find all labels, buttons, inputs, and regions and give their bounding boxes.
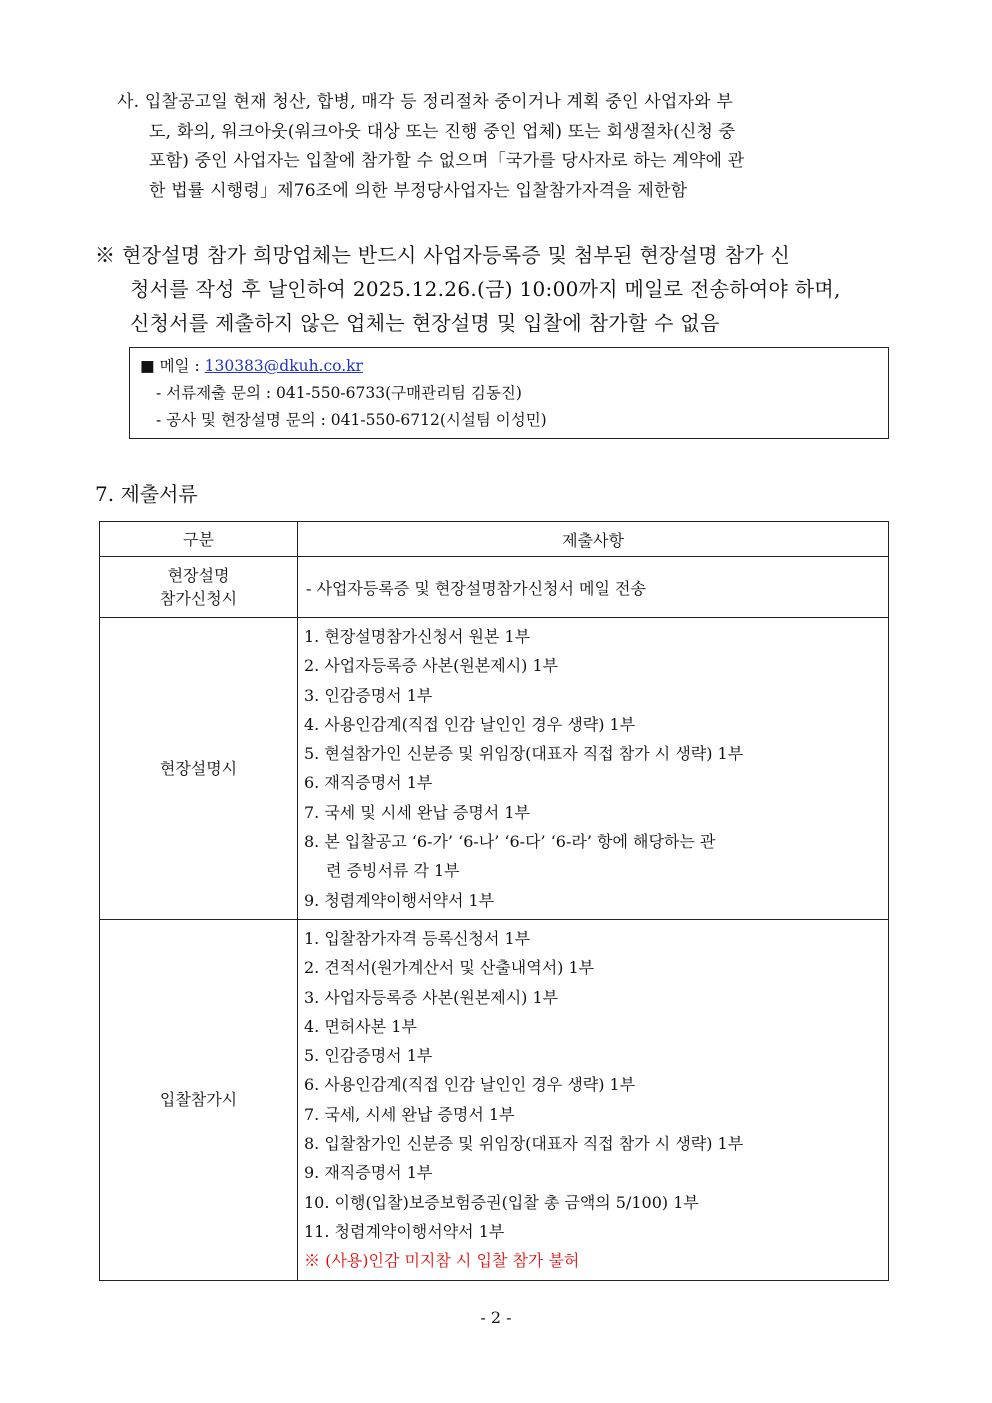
row2-items <box>298 618 889 920</box>
submission-docs-table <box>99 521 889 1281</box>
list-item: 5. 현설참가인 신분증 및 위임장(대표자 직접 참가 시 생략) 1부 <box>304 744 744 764</box>
list-item: 11. 청렴계약이행서약서 1부 <box>304 1221 505 1241</box>
clause-sa-line-1: 사. 입찰공고일 현재 청산, 합병, 매각 등 정리절차 중이거나 계획 중인 사업자와 부 <box>117 92 733 112</box>
list-item: 2. 사업자등록증 사본(원본제시) 1부 <box>304 656 559 676</box>
list-item: 9. 재직증명서 1부 <box>304 1163 433 1183</box>
row1-category-line-1: 현장설명 <box>167 566 230 585</box>
list-item: 3. 인감증명서 1부 <box>304 685 433 705</box>
list-item: 1. 현장설명참가신청서 원본 1부 <box>304 627 531 646</box>
section-title: 7. 제출서류 <box>95 482 198 506</box>
list-item <box>304 827 880 886</box>
list-item: 6. 재직증명서 1부 <box>304 773 433 793</box>
list-item: 9. 청렴계약이행서약서 1부 <box>304 890 495 910</box>
list-item: 4. 사용인감계(직접 인감 날인인 경우 생략) 1부 <box>304 714 636 734</box>
email-link[interactable]: 130383@dkuh.co.kr <box>204 357 363 375</box>
header-content: 제출사항 <box>298 522 889 557</box>
table-row <box>100 919 889 1280</box>
row1-content: - 사업자등록증 및 현장설명참가신청서 메일 전송 <box>298 557 889 618</box>
row2-category: 현장설명시 <box>100 618 298 920</box>
clause-sa-line-3: 포함) 중인 사업자는 입찰에 참가할 수 없으며「국가를 당사자로 하는 계약에 관 <box>149 151 745 171</box>
email-row <box>140 353 888 380</box>
table-row <box>100 618 889 920</box>
site-inquiry: - 공사 및 현장설명 문의 : 041-550-6712(시설팀 이성민) <box>156 411 547 429</box>
list-item: 5. 인감증명서 1부 <box>304 1046 433 1066</box>
list-item: 1. 입찰참가자격 등록신청서 1부 <box>304 928 531 948</box>
notice-line-2: 청서를 작성 후 날인하여 2025.12.26.(금) 10:00까지 메일로 전송하여야 하며, <box>130 277 841 301</box>
header-category: 구분 <box>100 522 298 557</box>
row3-items <box>298 919 889 1280</box>
table-row <box>100 557 889 618</box>
doc-inquiry: - 서류제출 문의 : 041-550-6733(구매관리팀 김동진) <box>156 384 522 402</box>
list-item: 8. 입찰참가인 신분증 및 위임장(대표자 직접 참가 시 생략) 1부 <box>304 1134 744 1154</box>
list-item: 6. 사용인감계(직접 인감 날인인 경우 생략) 1부 <box>304 1075 636 1095</box>
list-item-8-continued: 련 증빙서류 각 1부 <box>326 861 460 881</box>
row1-category <box>100 557 298 618</box>
list-item: 4. 면허사본 1부 <box>304 1016 417 1036</box>
list-item: 7. 국세, 시세 완납 증명서 1부 <box>304 1104 515 1124</box>
list-item: 2. 견적서(원가계산서 및 산출내역서) 1부 <box>304 958 595 978</box>
row1-category-line-2: 참가신청시 <box>159 589 238 608</box>
contact-box <box>129 347 889 439</box>
site-briefing-notice <box>95 238 905 340</box>
notice-line-3: 신청서를 제출하지 않은 업체는 현장설명 및 입찰에 참가할 수 없음 <box>130 311 720 335</box>
clause-sa <box>117 88 907 206</box>
list-item: 7. 국세 및 시세 완납 증명서 1부 <box>304 802 530 822</box>
row3-category: 입찰참가시 <box>100 919 298 1280</box>
clause-sa-line-4: 한 법률 시행령」제76조에 의한 부정당사업자는 입찰참가자격을 제한함 <box>149 180 688 201</box>
notice-line-1: ※ 현장설명 참가 희망업체는 반드시 사업자등록증 및 첨부된 현장설명 참가 신 <box>95 243 791 267</box>
clause-sa-line-2: 도, 화의, 워크아웃(워크아웃 대상 또는 진행 중인 업체) 또는 회생절차(신청 중 <box>149 121 736 142</box>
seal-warning: ※ (사용)인감 미지참 시 입찰 참가 불허 <box>304 1251 580 1271</box>
list-item: 10. 이행(입찰)보증보험증권(입찰 총 금액의 5/100) 1부 <box>304 1192 699 1212</box>
list-item-8-text: 8. 본 입찰공고 ‘6-가’ ‘6-나’ ‘6-다’ ‘6-라’ 항에 해당하는 관 <box>304 832 716 852</box>
list-item: 3. 사업자등록증 사본(원본제시) 1부 <box>304 987 559 1007</box>
table-header-row <box>100 522 889 557</box>
page-number: - 2 - <box>480 1308 512 1327</box>
email-label: ■ 메일 : <box>140 357 205 375</box>
